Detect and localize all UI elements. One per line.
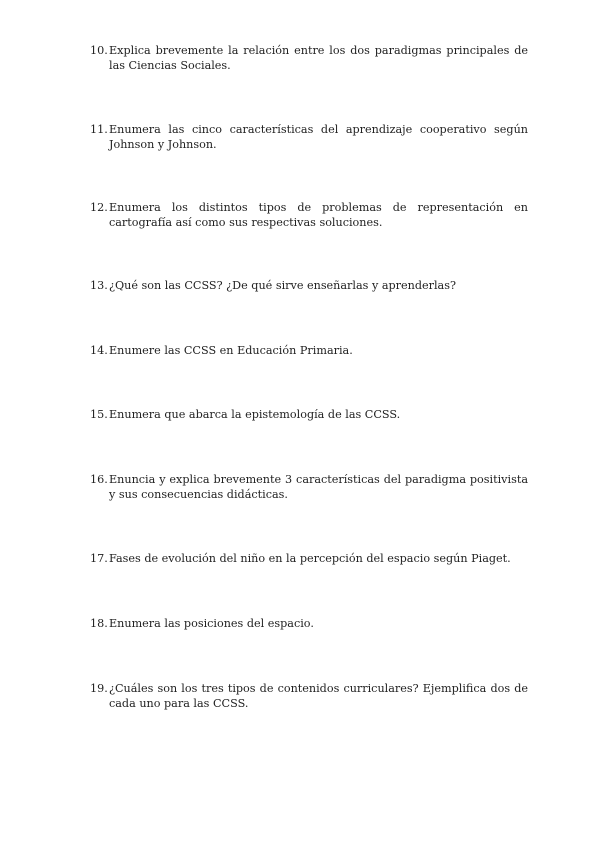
question-text: Enuncia y explica brevemente 3 características del paradigma positivista y sus consecuencias didácticas. — [109, 473, 528, 501]
question-number: 10. — [90, 44, 108, 57]
question-17 — [90, 551, 528, 566]
question-16 — [90, 472, 528, 502]
question-number: 18. — [90, 617, 108, 630]
question-text: Fases de evolución del niño en la percepción del espacio según Piaget. — [109, 552, 511, 565]
question-number: 15. — [90, 408, 108, 421]
question-14 — [90, 343, 528, 358]
question-11 — [90, 122, 528, 152]
question-number: 19. — [90, 682, 108, 695]
question-text: Enumera las cinco características del aprendizaje cooperativo según Johnson y Johnson. — [109, 123, 528, 151]
question-text: ¿Qué son las CCSS? ¿De qué sirve enseñarlas y aprenderlas? — [109, 279, 456, 292]
question-15 — [90, 407, 528, 422]
question-text: Enumere las CCSS en Educación Primaria. — [109, 344, 353, 357]
question-number: 16. — [90, 473, 108, 486]
question-19 — [90, 681, 528, 711]
question-text: Explica brevemente la relación entre los dos paradigmas principales de las Ciencias Sociales. — [109, 44, 528, 72]
question-10 — [90, 43, 528, 73]
question-number: 13. — [90, 279, 108, 292]
question-text: Enumera que abarca la epistemología de las CCSS. — [109, 408, 401, 421]
question-text: ¿Cuáles son los tres tipos de contenidos curriculares? Ejemplifica dos de cada uno para las CCSS. — [109, 682, 528, 710]
question-number: 14. — [90, 344, 108, 357]
question-13 — [90, 278, 528, 293]
question-number: 11. — [90, 123, 108, 136]
question-12 — [90, 200, 528, 230]
question-number: 12. — [90, 201, 108, 214]
question-number: 17. — [90, 552, 108, 565]
question-18 — [90, 616, 528, 631]
question-text: Enumera los distintos tipos de problemas de representación en cartografía así como sus respectivas soluciones. — [109, 201, 528, 229]
question-text: Enumera las posiciones del espacio. — [109, 617, 314, 630]
